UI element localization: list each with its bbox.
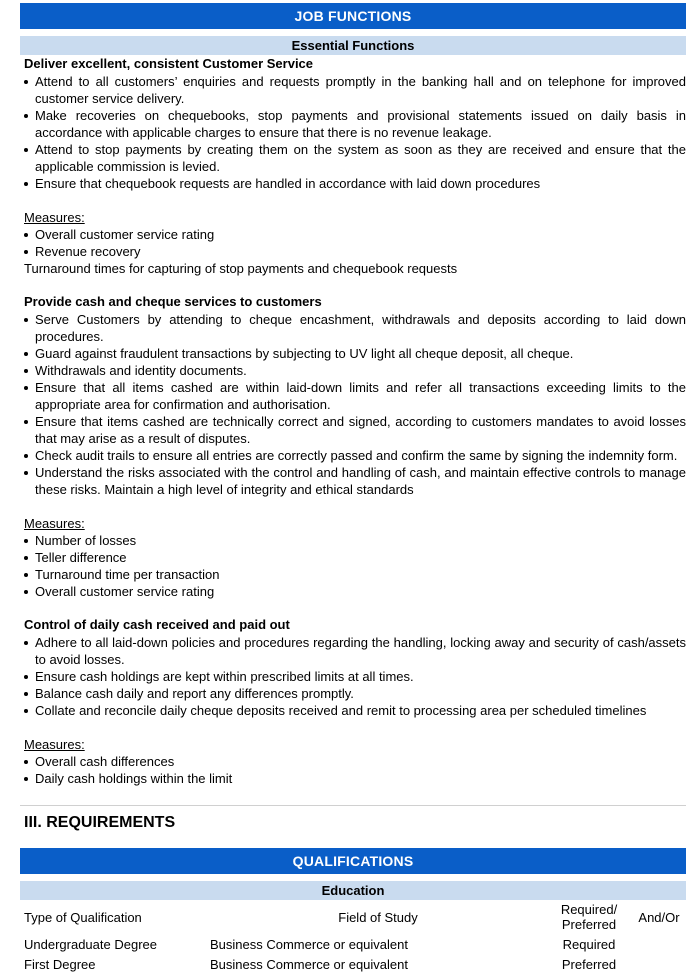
cell-type: First Degree bbox=[24, 956, 96, 972]
list-item: Ensure cash holdings are kept within prescribed limits at all times. bbox=[24, 668, 686, 685]
list-item: Understand the risks associated with the control and handling of cash, and maintain effective controls to manage these risks. Maintain a high level of integrity and ethical standards bbox=[24, 464, 686, 498]
list-item: Ensure that chequebook requests are handled in accordance with laid down procedures bbox=[24, 175, 686, 192]
section-heading: Provide cash and cheque services to customers bbox=[24, 294, 322, 309]
list-item: Attend to all customers’ enquiries and requests promptly in the banking hall and on telephone for improved customer service delivery. bbox=[24, 73, 686, 107]
list-item: Overall customer service rating bbox=[24, 583, 686, 600]
list-item: Ensure that all items cashed are within laid-down limits and refer all transactions exceeding limits to the appropriate area for confirmation and authorisation. bbox=[24, 379, 686, 413]
header-andor: And/Or bbox=[638, 909, 680, 925]
measures-label: Measures: bbox=[24, 737, 85, 752]
list-item: Number of losses bbox=[24, 532, 686, 549]
table-header-row bbox=[20, 900, 686, 934]
measures-list bbox=[24, 226, 686, 260]
header-type: Type of Qualification bbox=[24, 909, 142, 925]
list-item: Ensure that items cashed are technically correct and signed, according to customers mandates to avoid losses that may arise as a result of disputes. bbox=[24, 413, 686, 447]
list-item: Serve Customers by attending to cheque encashment, withdrawals and deposits according to laid down procedures. bbox=[24, 311, 686, 345]
section-divider bbox=[20, 805, 686, 806]
cell-required: Preferred bbox=[561, 956, 617, 972]
header-field: Field of Study bbox=[338, 909, 418, 925]
education-subbanner: Education bbox=[20, 881, 686, 900]
header-required-line1: Required/ bbox=[560, 902, 618, 917]
list-item: Collate and reconcile daily cheque deposits received and remit to processing area per scheduled timelines bbox=[24, 702, 686, 719]
list-item: Withdrawals and identity documents. bbox=[24, 362, 686, 379]
table-row bbox=[20, 954, 686, 974]
measures-list bbox=[24, 753, 686, 787]
list-item: Revenue recovery bbox=[24, 243, 686, 260]
measures-label: Measures: bbox=[24, 210, 85, 225]
cell-required: Required bbox=[562, 936, 616, 952]
list-item: Turnaround time per transaction bbox=[24, 566, 686, 583]
header-required-line2: Preferred bbox=[561, 917, 617, 932]
requirements-title: III. REQUIREMENTS bbox=[24, 814, 176, 831]
measures-list bbox=[24, 532, 686, 600]
job-functions-banner: JOB FUNCTIONS bbox=[20, 3, 686, 29]
measures-extra-text: Turnaround times for capturing of stop payments and chequebook requests bbox=[24, 261, 458, 276]
bullet-list bbox=[24, 311, 686, 498]
bullet-list bbox=[24, 73, 686, 192]
list-item: Overall cash differences bbox=[24, 753, 686, 770]
cell-andor bbox=[628, 934, 686, 954]
measures-label: Measures: bbox=[24, 516, 85, 531]
section-heading: Deliver excellent, consistent Customer Service bbox=[24, 56, 314, 71]
section-cash-cheque-services bbox=[20, 293, 686, 600]
list-item: Make recoveries on chequebooks, stop payments and provisional statements issued on daily basis in accordance with applicable charges to ensure that there is no revenue leakage. bbox=[24, 107, 686, 141]
cell-andor bbox=[628, 954, 686, 974]
list-item: Balance cash daily and report any differences promptly. bbox=[24, 685, 686, 702]
list-item: Attend to stop payments by creating them on the system as soon as they are received and ensure that the applicable commission is levied. bbox=[24, 141, 686, 175]
essential-functions-subbanner: Essential Functions bbox=[20, 36, 686, 55]
section-daily-cash-control bbox=[20, 616, 686, 787]
bullet-list bbox=[24, 634, 686, 719]
list-item: Adhere to all laid-down policies and procedures regarding the handling, locking away and security of cash/assets to avoid losses. bbox=[24, 634, 686, 668]
table-row bbox=[20, 934, 686, 954]
cell-field: Business Commerce or equivalent bbox=[210, 936, 408, 952]
list-item: Guard against fraudulent transactions by subjecting to UV light all cheque deposit, all cheque. bbox=[24, 345, 686, 362]
cell-field: Business Commerce or equivalent bbox=[210, 956, 408, 972]
cell-type: Undergraduate Degree bbox=[24, 936, 157, 952]
qualifications-table bbox=[20, 900, 686, 974]
list-item: Check audit trails to ensure all entries are correctly passed and confirm the same by signing the indemnity form. bbox=[24, 447, 686, 464]
header-required bbox=[546, 900, 628, 934]
section-customer-service bbox=[20, 55, 686, 277]
list-item: Overall customer service rating bbox=[24, 226, 686, 243]
list-item: Teller difference bbox=[24, 549, 686, 566]
list-item: Daily cash holdings within the limit bbox=[24, 770, 686, 787]
section-heading: Control of daily cash received and paid out bbox=[24, 617, 290, 632]
qualifications-banner: QUALIFICATIONS bbox=[20, 848, 686, 874]
